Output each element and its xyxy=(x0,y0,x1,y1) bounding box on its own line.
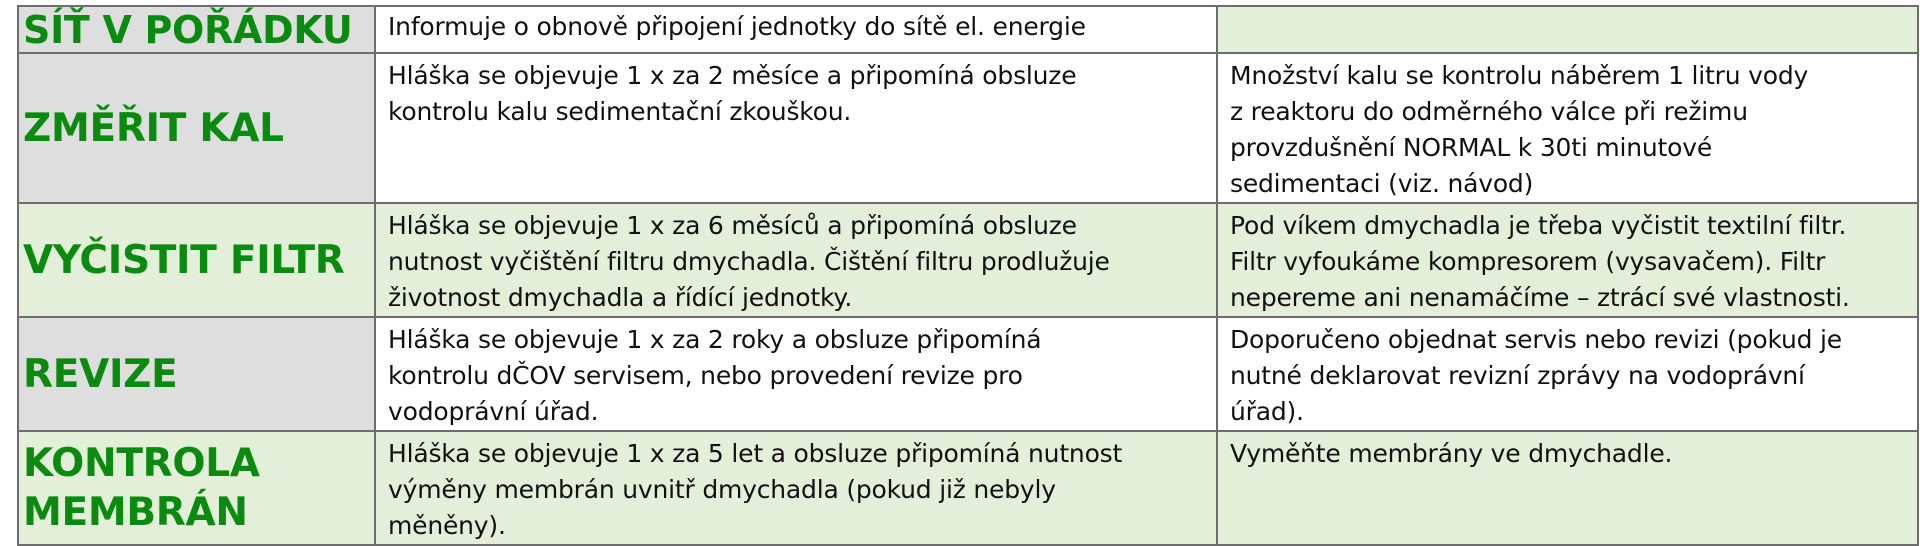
message-code-cell xyxy=(18,431,375,545)
message-description: Hláška se objevuje 1 x za 6 měsíců a připomíná obsluze nutnost vyčištění filtru dmychadla. Čištění filtru prodlužuje životnost dmychadla a řídící jednotky. xyxy=(388,211,1110,312)
message-code: ZMĚŘIT KAL xyxy=(23,105,284,151)
message-description-cell xyxy=(375,317,1217,431)
message-note: Množství kalu se kontrolu náběrem 1 litru vody z reaktoru do odměrného válce při režimu provzdušnění NORMAL k 30ti minutové sedimentaci (viz. návod) xyxy=(1230,61,1809,198)
message-code: SÍŤ V POŘÁDKU xyxy=(23,7,353,52)
message-description-cell xyxy=(375,431,1217,545)
message-code: VYČISTIT FILTR xyxy=(23,237,345,283)
table-row xyxy=(18,431,1918,545)
message-description-cell xyxy=(375,6,1217,53)
message-code-cell xyxy=(18,203,375,317)
message-note: Pod víkem dmychadla je třeba vyčistit textilní filtr. Filtr vyfoukáme kompresorem (vysavačem). Filtr nepereme ani nenamáčíme – ztrácí své vlastnosti. xyxy=(1230,211,1850,312)
message-description: Hláška se objevuje 1 x za 2 roky a obsluze připomíná kontrolu dČOV servisem, nebo provedení revize pro vodoprávní úřad. xyxy=(388,325,1042,426)
message-code-cell xyxy=(18,6,375,53)
message-table xyxy=(17,5,1919,546)
message-note-cell xyxy=(1217,317,1918,431)
message-note-cell xyxy=(1217,431,1918,545)
message-description: Informuje o obnově připojení jednotky do sítě el. energie xyxy=(388,12,1086,41)
message-description: Hláška se objevuje 1 x za 2 měsíce a připomíná obsluze kontrolu kalu sedimentační zkouškou. xyxy=(388,61,1077,126)
table-row xyxy=(18,53,1918,203)
table-row xyxy=(18,6,1918,53)
message-code-cell xyxy=(18,317,375,431)
message-description-cell xyxy=(375,203,1217,317)
message-note-cell xyxy=(1217,53,1918,203)
message-code: KONTROLA MEMBRÁN xyxy=(23,441,260,535)
message-note: Doporučeno objednat servis nebo revizi (pokud je nutné deklarovat revizní zprávy na vodoprávní úřad). xyxy=(1230,325,1842,426)
message-note-cell xyxy=(1217,6,1918,53)
message-code-cell xyxy=(18,53,375,203)
message-description: Hláška se objevuje 1 x za 5 let a obsluze připomíná nutnost výměny membrán uvnitř dmychadla (pokud již nebyly měněny). xyxy=(388,439,1123,540)
message-description-cell xyxy=(375,53,1217,203)
message-note-cell xyxy=(1217,203,1918,317)
table-row xyxy=(18,317,1918,431)
message-note: Vyměňte membrány ve dmychadle. xyxy=(1230,439,1673,468)
message-code: REVIZE xyxy=(23,351,178,397)
table-row xyxy=(18,203,1918,317)
